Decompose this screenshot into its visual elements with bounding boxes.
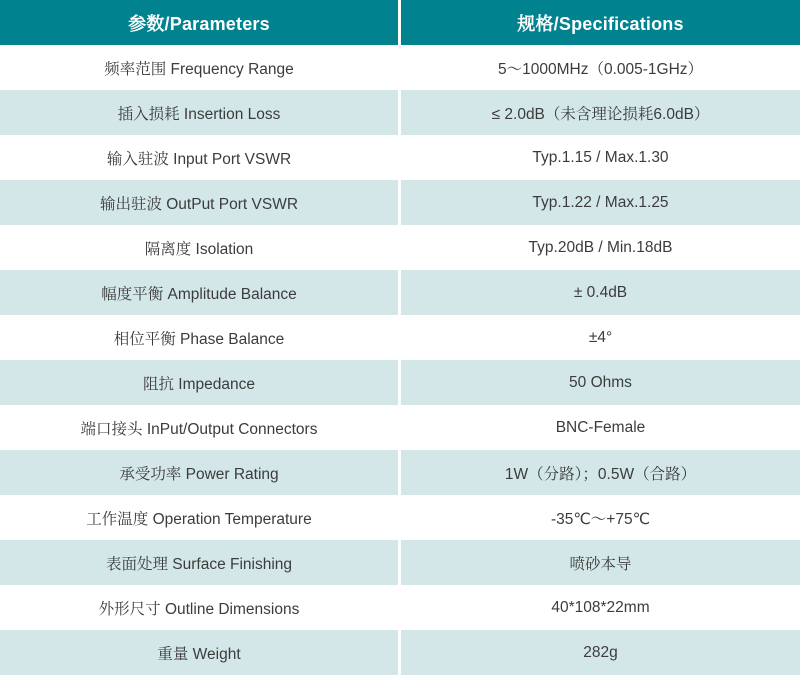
table-row: [0, 225, 800, 270]
table-row: [0, 135, 800, 180]
table-header-row: [0, 0, 800, 45]
param-cell: 表面处理 Surface Finishing: [0, 540, 398, 585]
param-cell: 隔离度 Isolation: [0, 225, 398, 270]
spec-cell: Typ.1.15 / Max.1.30: [401, 135, 800, 180]
spec-cell: ≤ 2.0dB（未含理论损耗6.0dB）: [401, 90, 800, 135]
table-row: [0, 360, 800, 405]
param-cell: 插入损耗 Insertion Loss: [0, 90, 398, 135]
param-cell: 频率范围 Frequency Range: [0, 45, 398, 90]
spec-cell: -35℃～+75℃: [401, 495, 800, 540]
spec-cell: Typ.20dB / Min.18dB: [401, 225, 800, 270]
param-cell: 相位平衡 Phase Balance: [0, 315, 398, 360]
param-cell: 外形尺寸 Outline Dimensions: [0, 585, 398, 630]
table-row: [0, 45, 800, 90]
param-cell: 工作温度 Operation Temperature: [0, 495, 398, 540]
param-cell: 阻抗 Impedance: [0, 360, 398, 405]
param-cell: 重量 Weight: [0, 630, 398, 675]
table-row: [0, 630, 800, 675]
table-row: [0, 270, 800, 315]
spec-cell: 5～1000MHz（0.005-1GHz）: [401, 45, 800, 90]
table-row: [0, 315, 800, 360]
spec-cell: ±4°: [401, 315, 800, 360]
table-header-parameters: 参数/Parameters: [0, 0, 398, 45]
spec-cell: Typ.1.22 / Max.1.25: [401, 180, 800, 225]
table-row: [0, 405, 800, 450]
param-cell: 端口接头 InPut/Output Connectors: [0, 405, 398, 450]
table-row: [0, 585, 800, 630]
table-body: [0, 45, 800, 675]
spec-cell: 喷砂本导: [401, 540, 800, 585]
spec-cell: 1W（分路）；0.5W（合路）: [401, 450, 800, 495]
spec-cell: ± 0.4dB: [401, 270, 800, 315]
param-cell: 输入驻波 Input Port VSWR: [0, 135, 398, 180]
spec-cell: 50 Ohms: [401, 360, 800, 405]
param-cell: 幅度平衡 Amplitude Balance: [0, 270, 398, 315]
spec-cell: BNC-Female: [401, 405, 800, 450]
table-row: [0, 450, 800, 495]
param-cell: 输出驻波 OutPut Port VSWR: [0, 180, 398, 225]
table-row: [0, 495, 800, 540]
table-row: [0, 180, 800, 225]
table-row: [0, 90, 800, 135]
param-cell: 承受功率 Power Rating: [0, 450, 398, 495]
table-row: [0, 540, 800, 585]
spec-cell: 40*108*22mm: [401, 585, 800, 630]
spec-cell: 282g: [401, 630, 800, 675]
table-header-specifications: 规格/Specifications: [401, 0, 800, 45]
